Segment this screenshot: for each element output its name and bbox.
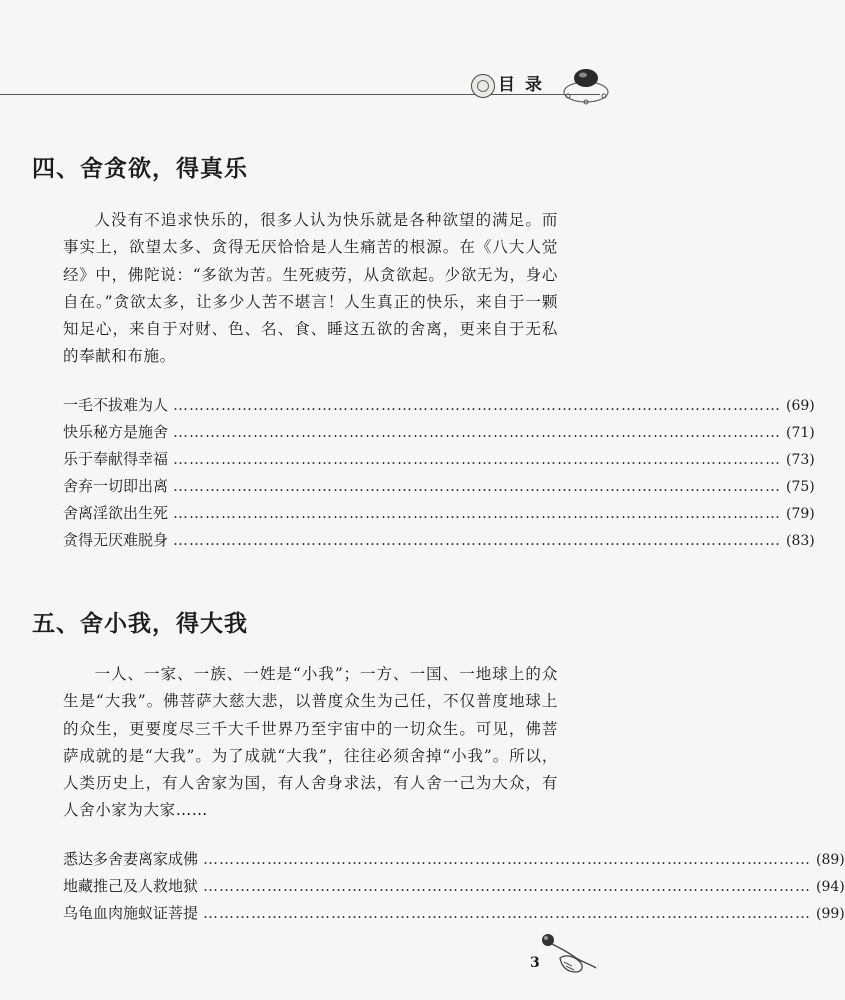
- toc-entry[interactable]: 快乐秘方是施舍 …………………………………………………………………………………………………… (71): [63, 423, 815, 441]
- section-5-heading: 五、舍小我，得大我: [32, 611, 248, 637]
- section-4-intro: 人没有不追求快乐的，很多人认为快乐就是各种欲望的满足。而事实上，欲望太多、贪得无厌恰恰是人生痛苦的根源。在《八大人觉经》中，佛陀说：“多欲为苦。生死疲劳，从贪欲起。少欲无为，身心自在。”贪欲太多，让多少人苦不堪言！人生真正的快乐，来自于一颗知足心，来自于对财、色、名、食、睡这五欲的舍离，更来自于无私的奉献和布施。: [63, 211, 558, 366]
- header-title: 目录: [498, 75, 552, 95]
- toc-entry[interactable]: 一毛不拔难为人 …………………………………………………………………………………………………… (69): [63, 396, 815, 414]
- page-number: 3: [530, 955, 540, 971]
- section-4-toc: [63, 394, 815, 556]
- toc-entry[interactable]: 乐于奉献得幸福 …………………………………………………………………………………………………… (73): [63, 450, 815, 468]
- section-4-heading: 四、舍贪欲，得真乐: [32, 156, 248, 182]
- section-5-toc: [63, 848, 845, 929]
- toc-entry[interactable]: 乌龟血肉施蚁证菩提 …………………………………………………………………………………………………… (99): [63, 904, 845, 922]
- header-circle-ornament: [471, 74, 495, 98]
- lotus-hand-icon: [538, 928, 600, 978]
- prayer-beads-icon: [560, 64, 612, 108]
- toc-entry[interactable]: 舍离淫欲出生死 …………………………………………………………………………………………………… (79): [63, 504, 815, 522]
- toc-entry[interactable]: 地藏推己及人救地狱 …………………………………………………………………………………………………… (94): [63, 877, 845, 895]
- section-5-intro: 一人、一家、一族、一姓是“小我”；一方、一国、一地球上的众生是“大我”。佛菩萨大慈大悲，以普度众生为己任，不仅普度地球上的众生，更要度尽三千大千世界乃至宇宙中的一切众生。可见，佛菩萨成就的是“大我”。为了成就“大我”，往往必须舍掉“小我”。所以，人类历史上，有人舍家为国，有人舍身求法，有人舍一己为大众，有人舍小家为大家……: [63, 665, 558, 820]
- toc-entry[interactable]: 舍弃一切即出离 …………………………………………………………………………………………………… (75): [63, 477, 815, 495]
- toc-entry[interactable]: 贪得无厌难脱身 …………………………………………………………………………………………………… (83): [63, 531, 815, 549]
- toc-entry[interactable]: 悉达多舍妻离家成佛 …………………………………………………………………………………………………… (89): [63, 850, 845, 868]
